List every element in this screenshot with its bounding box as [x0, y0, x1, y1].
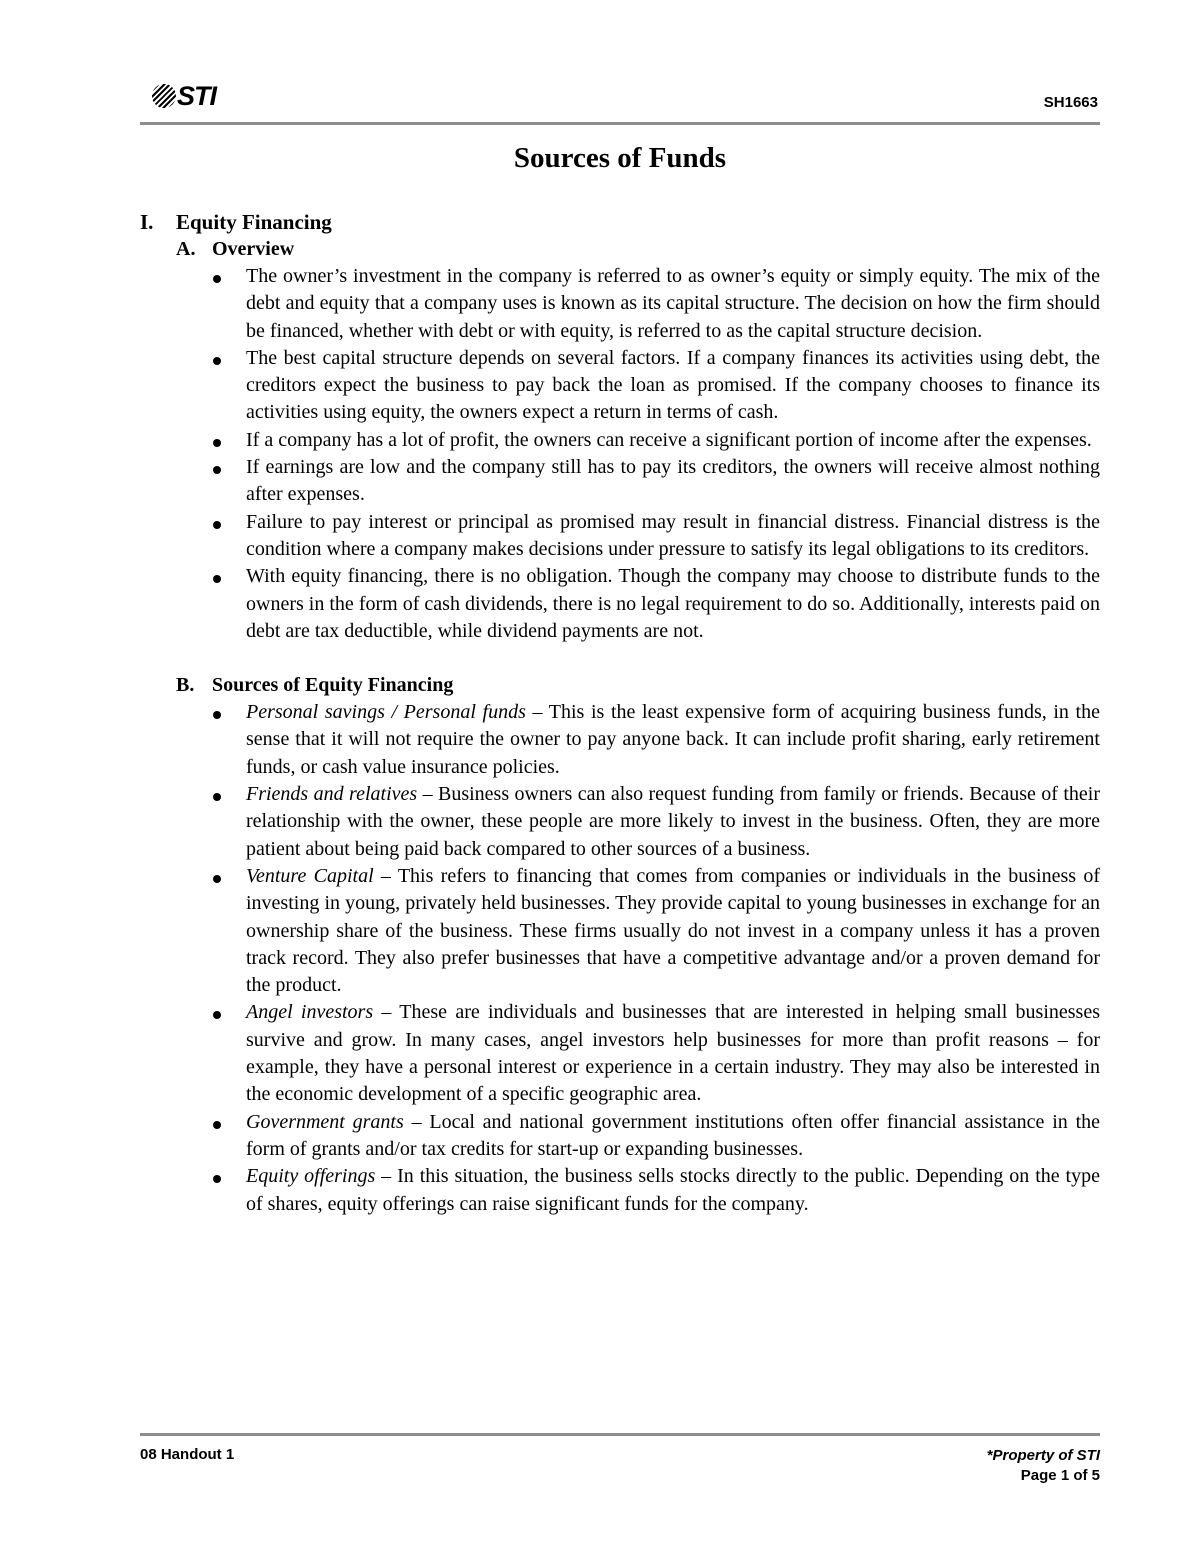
page-title: Sources of Funds: [513, 142, 727, 174]
item-text: – This is the least expensive form of acquiring business funds, in the sense that it will not require the owner to pay anyone back. It can include profit sharing, early retirement funds, or cash value insurance policies.: [246, 701, 1100, 778]
section-title: Equity Financing: [176, 210, 332, 234]
footer-divider: [140, 1433, 1100, 1436]
bullet-icon: [213, 875, 221, 883]
item-text: – Local and national government institutions often offer financial assistance in the form of grants and/or tax credits for start-up or expanding businesses.: [246, 1110, 1101, 1160]
list-item: [246, 781, 1100, 863]
item-term: Friends and relatives: [246, 783, 418, 806]
list-item: [246, 427, 1100, 454]
list-item: [246, 454, 1100, 509]
item-term: Personal savings / Personal funds: [246, 701, 526, 724]
item-term: Government grants: [246, 1110, 404, 1133]
item-text: – In this situation, the business sells stocks directly to the public. Depending on the type of shares, equity offerings can raise significant funds for the company.: [246, 1165, 1100, 1215]
document-code: SH1663: [1043, 94, 1098, 111]
list-item: [246, 509, 1100, 564]
subsection-title: Overview: [212, 238, 295, 260]
bullet-icon: [213, 711, 221, 719]
list-item: [246, 1163, 1100, 1218]
section-heading: [140, 208, 1100, 236]
bullet-icon: [213, 357, 221, 365]
property-notice: *Property of STI: [986, 1447, 1100, 1464]
bullet-icon: [213, 793, 221, 801]
bullet-icon: [213, 575, 221, 583]
header-divider: [140, 122, 1100, 125]
logo-text: STI: [177, 80, 217, 111]
subsection-letter: B.: [176, 674, 195, 697]
subsection-heading-overview: [140, 236, 1100, 263]
globe-icon: [152, 84, 176, 108]
list-item: [246, 263, 1100, 345]
item-term: Venture Capital: [246, 864, 374, 887]
page-number: Page 1 of 5: [1020, 1467, 1100, 1484]
section-number: I.: [140, 210, 154, 234]
list-item: [246, 345, 1100, 427]
item-term: Equity offerings: [246, 1165, 376, 1188]
item-text: The best capital structure depends on several factors. If a company finances its activities using debt, the creditors expect the business to pay back the loan as promised. If the company chooses to finance its activities using equity, the owners expect a return in terms of cash.: [246, 346, 1100, 424]
bullet-icon: [213, 466, 221, 474]
sources-list: [140, 699, 1100, 1218]
item-text: If earnings are low and the company still has to pay its creditors, the owners will receive almost nothing after expenses.: [246, 456, 1100, 506]
list-item: [246, 1109, 1100, 1164]
page-header: [140, 78, 1100, 124]
subsection-letter: A.: [176, 238, 196, 260]
bullet-icon: [213, 439, 221, 447]
list-item: [246, 999, 1100, 1108]
item-text: – This refers to financing that comes from companies or individuals in the business of investing in young, privately held businesses. They provide capital to young businesses in exchange for an ownership share of the business. These firms usually do not invest in a company unless it has a proven track record. They also prefer businesses that have a competitive advantage and/or a proven demand for the product.: [246, 864, 1100, 997]
item-text: Failure to pay interest or principal as promised may result in financial distress. Financial distress is the condition where a company makes decisions under pressure to satisfy its legal obligations to its creditors.: [246, 510, 1100, 560]
subsection-title: Sources of Equity Financing: [212, 674, 454, 697]
handout-label: 08 Handout 1: [140, 1446, 235, 1463]
bullet-icon: [213, 1121, 221, 1129]
list-item: [246, 699, 1100, 781]
item-text: The owner’s investment in the company is referred to as owner’s equity or simply equity. The mix of the debt and equity that a company uses is known as its capital structure. The decision on how the firm should be financed, whether with debt or with equity, is referred to as the capital structure decision.: [246, 265, 1100, 342]
bullet-icon: [213, 1011, 221, 1019]
item-text: – Business owners can also request funding from family or friends. Because of their relationship with the owner, these people are more likely to invest in the business. Often, they are more patient about being paid back compared to other sources of a business.: [246, 783, 1100, 860]
list-item: [246, 563, 1100, 645]
item-term: Angel investors: [246, 1001, 374, 1024]
subsection-heading-sources: [140, 672, 1100, 699]
sti-logo: [152, 78, 216, 114]
item-text: With equity financing, there is no obligation. Though the company may choose to distribute funds to the owners in the form of cash dividends, there is no legal requirement to do so. Additionally, interests paid on debt are tax deductible, while dividend payments are not.: [246, 565, 1100, 642]
item-text: If a company has a lot of profit, the owners can receive a significant portion of income after the expenses.: [246, 428, 1092, 451]
bullet-icon: [213, 275, 221, 283]
overview-list: [140, 263, 1100, 645]
bullet-icon: [213, 521, 221, 529]
page-footer-right: [987, 1446, 1100, 1486]
item-text: – These are individuals and businesses that are interested in helping small businesses survive and grow. In many cases, angel investors help businesses for more than profit reasons – for example, they have a personal interest or experience in a certain industry. They may also be interested in the economic development of a specific geographic area.: [246, 1001, 1101, 1106]
list-item: [246, 863, 1100, 999]
document-body: [140, 208, 1100, 1218]
bullet-icon: [213, 1175, 221, 1183]
